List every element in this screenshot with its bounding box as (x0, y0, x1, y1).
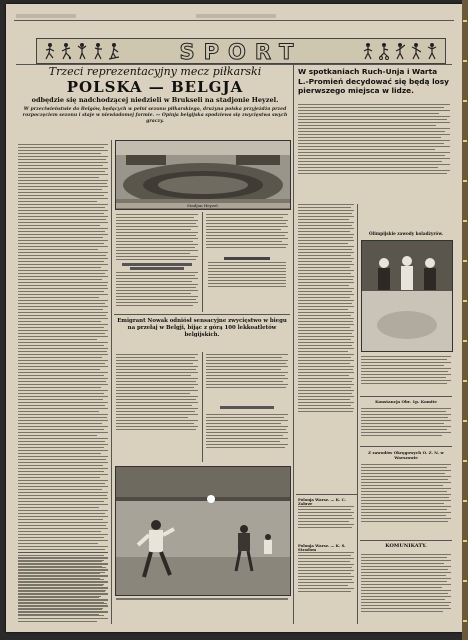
masthead-bottom-rule (16, 64, 452, 65)
right-narrow-column-text (298, 204, 354, 414)
matches-top-rule (296, 494, 358, 495)
stadium-photo-caption: Stadjon Heyzel. (116, 203, 290, 208)
sidebar-text-3 (361, 464, 451, 524)
football-match-photo (115, 466, 291, 596)
middle-article-headline: Emigrant Nowak odniósł sensacyjne zwycięstwo w biegu na przełaj w Belgji, bijąc z górą 100 lekkoatletów belgijskich. (117, 318, 287, 339)
sidebar-box-1-title: Konstancja Obr. 1p. Komite (375, 399, 437, 404)
sidebar-text-2 (361, 408, 451, 438)
center-subheading (116, 262, 198, 271)
stadium-photo (115, 140, 291, 210)
middle-column-2b-text (206, 414, 288, 450)
scan-ruler (462, 0, 468, 640)
sidebar-box-3-title: KOMUNIKATY. (385, 543, 427, 549)
center-column-2-text (206, 214, 288, 250)
column-rule-right (293, 64, 294, 624)
match-1-text (298, 506, 354, 530)
match-1-title: Polonja Warsz. — K. C. Zabrze (298, 497, 346, 506)
right-article-text (298, 104, 450, 176)
left-article-headline: POLSKA — BELGJA (66, 78, 244, 96)
left-article-subhead-1: odbędzie się nadchodzącej niedzieli w Brukseli na stadjonie Heyzel. (31, 96, 279, 104)
sidebar-box-2-title: Z zawodów Okręgowych O. Z. N. w Warszawie (368, 450, 444, 461)
middle-subheading (220, 406, 274, 409)
header-center-text (196, 14, 276, 18)
middle-column-1-text (116, 354, 198, 432)
thrower-figure-icon (395, 42, 405, 60)
right-article-headline: W spotkaniach Ruch-Unja i Warta L.-Promień decydować się będą losy pierwszego miejsca w lidze. (298, 67, 449, 96)
middle-column-2-text (206, 354, 288, 390)
sidebar-text-1 (361, 356, 451, 386)
newspaper-page (6, 4, 462, 632)
skaters-illustration (362, 241, 452, 351)
match-2-title: Polonja Warsz. — K. S. Stradom (298, 543, 346, 552)
stadium-illustration (116, 141, 290, 209)
column-rule-sidebar (357, 204, 358, 624)
left-article-kicker: Trzeci reprezentacyjny mecz piłkarski (48, 65, 262, 78)
column-rule-left (111, 140, 112, 624)
middle-column-rule (202, 352, 203, 462)
sidebar-rule-1 (360, 396, 452, 397)
left-article-subhead-2: W przeciwieństwie do Belgów, będących w pełni sezonu piłkarskiego, drużyna polska przyjeżdża przed rozpoczęciem sezonu i staje w niewiadomej formie. — Opinja belgijska spodziewa się zwycięstwa swych graczy. (22, 107, 288, 125)
header-rule (14, 20, 454, 21)
sidebar-rule-2 (360, 446, 452, 447)
center-column-1-text (116, 214, 198, 262)
center-column-1b-text (116, 272, 198, 308)
swimmer-figure-icon (427, 42, 437, 60)
sidebar-photo-title: Olimpijskie zawody koladżyrów. (369, 231, 443, 236)
sport-masthead (36, 38, 446, 64)
match-2-text (298, 552, 354, 594)
center-lineup-box (206, 257, 288, 289)
middle-article-top-rule (114, 314, 290, 315)
sidebar-skaters-photo (361, 240, 453, 352)
bottom-left-notice-text (18, 557, 108, 617)
sidebar-text-4 (361, 554, 451, 614)
section-title: SPORT (179, 40, 303, 64)
rider-figure-icon (379, 42, 389, 60)
fencer-figure-icon (411, 42, 421, 60)
football-match-illustration (116, 467, 290, 595)
rower-figure-icon (363, 42, 373, 60)
header-left-text (16, 14, 76, 18)
sidebar-rule-3 (360, 540, 452, 541)
bottom-left-notice (18, 552, 108, 621)
football-photo-caption (116, 598, 288, 600)
center-column-rule (202, 212, 203, 312)
